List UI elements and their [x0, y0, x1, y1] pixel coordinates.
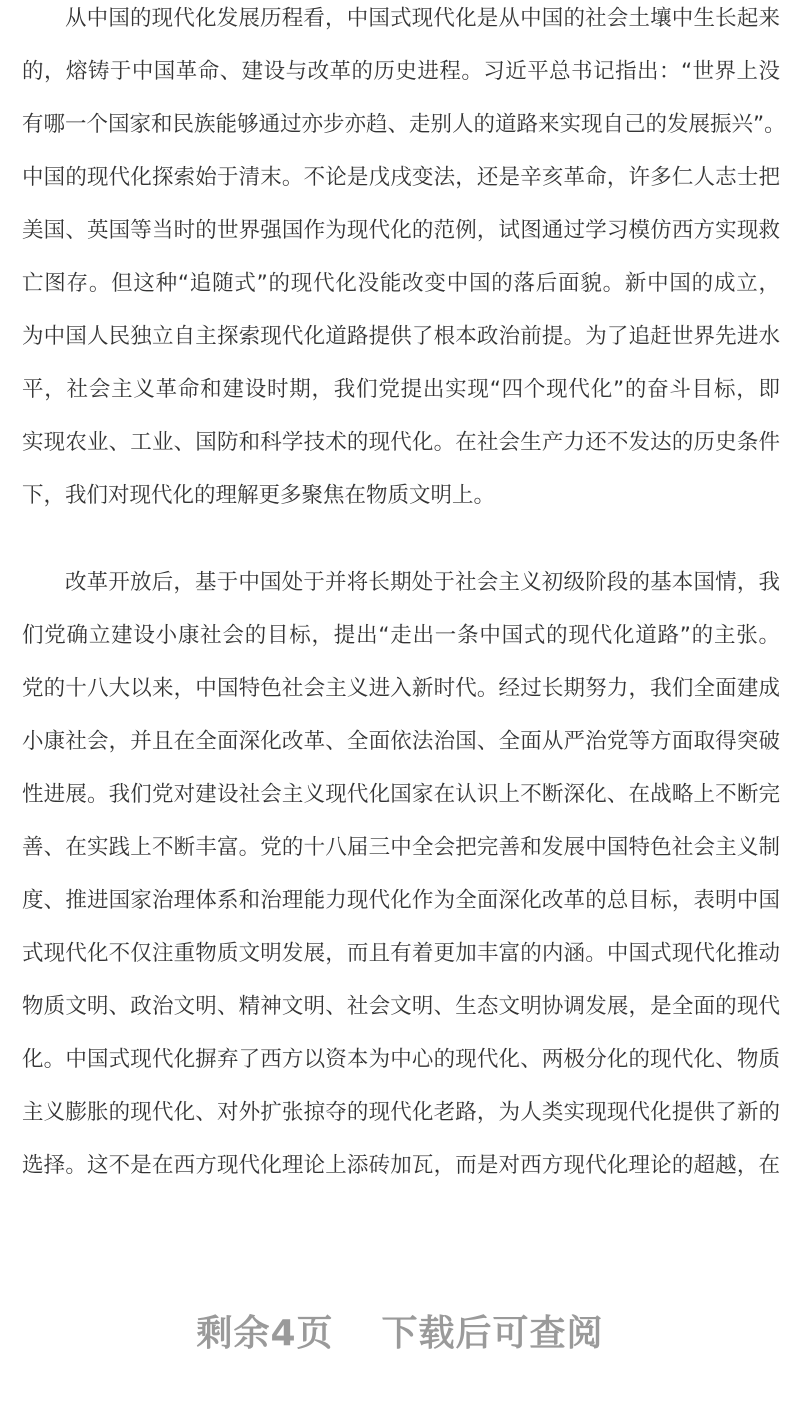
download-prompt[interactable]	[0, 1310, 800, 1358]
text-line: 党的十八大以来，中国特色社会主义进入新时代。经过长期努力，我们全面建成	[22, 676, 780, 701]
text-line: 物质文明、政治文明、精神文明、社会文明、生态文明协调发展，是全面的现代	[22, 994, 780, 1019]
text-line: 度、推进国家治理体系和治理能力现代化作为全面深化改革的总目标，表明中国	[22, 888, 780, 913]
text-line: 从中国的现代化发展历程看，中国式现代化是从中国的社会土壤中生长起来	[65, 6, 780, 31]
text-line: 有哪一个国家和民族能够通过亦步亦趋、走别人的道路来实现自己的发展振兴”。	[22, 112, 786, 137]
text-line: 实现农业、工业、国防和科学技术的现代化。在社会生产力还不发达的历史条件	[22, 430, 780, 455]
text-line: 美国、英国等当时的世界强国作为现代化的范例，试图通过学习模仿西方实现救	[22, 218, 780, 243]
text-line: 改革开放后，基于中国处于并将长期处于社会主义初级阶段的基本国情，我	[65, 570, 780, 595]
text-line: 中国的现代化探索始于清末。不论是戊戌变法，还是辛亥革命，许多仁人志士把	[22, 165, 780, 190]
text-line: 性进展。我们党对建设社会主义现代化国家在认识上不断深化、在战略上不断完	[22, 782, 780, 807]
text-line: 亡图存。但这种“追随式”的现代化没能改变中国的落后面貌。新中国的成立，	[22, 271, 780, 296]
text-line: 平，社会主义革命和建设时期，我们党提出实现“四个现代化”的奋斗目标，即	[22, 377, 780, 402]
text-line: 化。中国式现代化摒弃了西方以资本为中心的现代化、两极分化的现代化、物质	[22, 1047, 780, 1072]
text-line: 式现代化不仅注重物质文明发展，而且有着更加丰富的内涵。中国式现代化推动	[22, 941, 780, 966]
text-line: 下，我们对现代化的理解更多聚焦在物质文明上。	[22, 483, 496, 508]
text-line: 善、在实践上不断丰富。党的十八届三中全会把完善和发展中国特色社会主义制	[22, 835, 780, 860]
text-line: 小康社会，并且在全面深化改革、全面依法治国、全面从严治党等方面取得突破	[22, 729, 780, 754]
download-to-view-label: 下载后可查阅	[381, 1313, 604, 1354]
text-line: 们党确立建设小康社会的目标，提出“走出一条中国式的现代化道路”的主张。	[22, 623, 780, 648]
text-line: 为中国人民独立自主探索现代化道路提供了根本政治前提。为了追赶世界先进水	[22, 324, 780, 349]
text-line: 选择。这不是在西方现代化理论上添砖加瓦，而是对西方现代化理论的超越，在	[22, 1153, 780, 1178]
text-line: 主义膨胀的现代化、对外扩张掠夺的现代化老路，为人类实现现代化提供了新的	[22, 1100, 780, 1125]
text-line: 的，熔铸于中国革命、建设与改革的历史进程。习近平总书记指出：“世界上没	[22, 59, 780, 84]
remaining-pages-label: 剩余4页	[196, 1313, 334, 1354]
